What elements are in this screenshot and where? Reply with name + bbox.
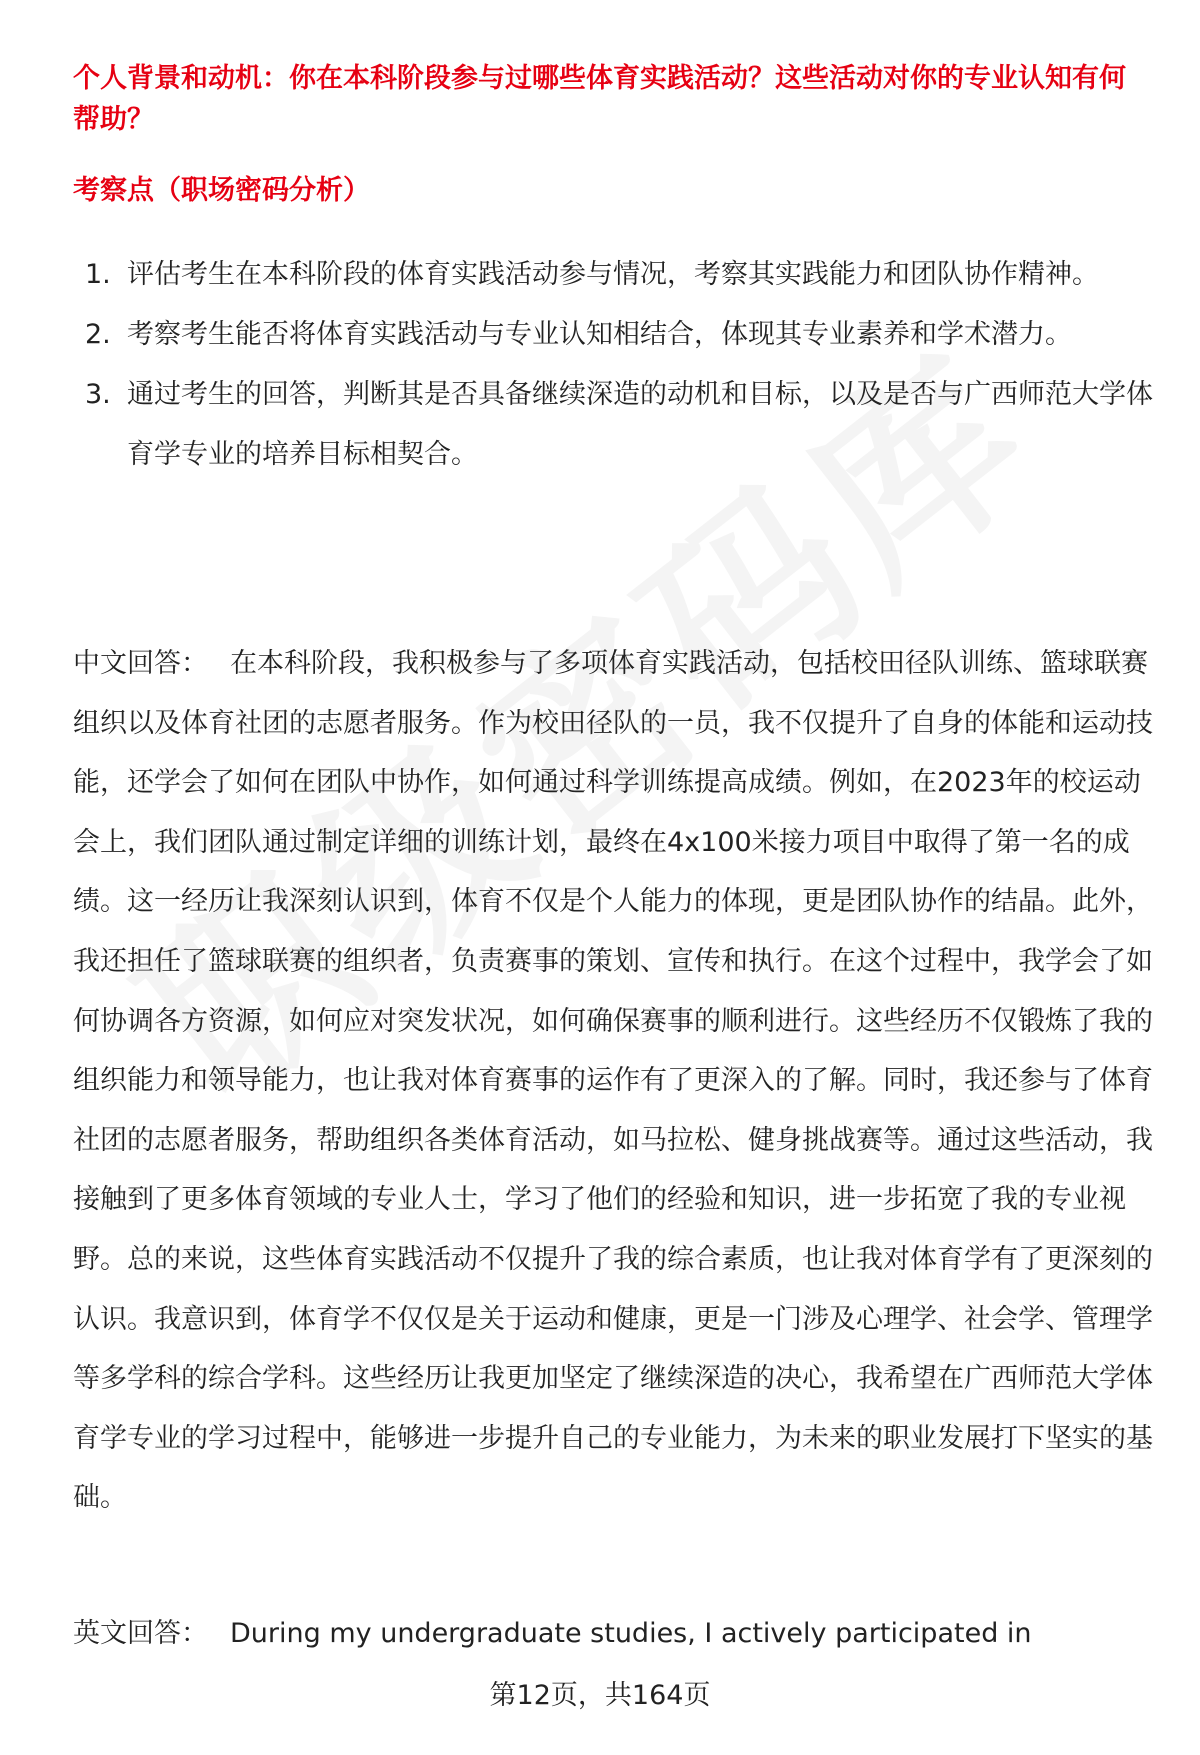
question-title: 个人背景和动机：你在本科阶段参与过哪些体育实践活动？这些活动对你的专业认知有何帮助？ — [73, 63, 1126, 135]
chinese-answer-label: 中文回答： — [73, 648, 208, 679]
list-item — [85, 245, 1155, 305]
page-number: 第12页，共164页 — [489, 1680, 711, 1711]
list-item-number: 2. — [85, 319, 111, 350]
list-item — [85, 365, 1155, 485]
chinese-answer — [73, 634, 1153, 1528]
english-answer-label: 英文回答： — [73, 1618, 208, 1649]
english-answer-text: During my undergraduate studies, I actively participated in — [230, 1618, 1032, 1649]
assessment-heading: 考察点（职场密码分析） — [73, 175, 370, 206]
assessment-points-list — [85, 245, 1155, 485]
list-item-text: 通过考生的回答，判断其是否具备继续深造的动机和目标，以及是否与广西师范大学体育学专业的培养目标相契合。 — [127, 379, 1153, 470]
list-item-text: 评估考生在本科阶段的体育实践活动参与情况，考察其实践能力和团队协作精神。 — [127, 259, 1099, 290]
list-item-number: 1. — [85, 259, 111, 290]
chinese-answer-text: 在本科阶段，我积极参与了多项体育实践活动，包括校田径队训练、篮球联赛组织以及体育社团的志愿者服务。作为校田径队的一员，我不仅提升了自身的体能和运动技能，还学会了如何在团队中协作，如何通过科学训练提高成绩。例如，在2023年的校运动会上，我们团队通过制定详细的训练计划，最终在4x100米接力项目中取得了第一名的成绩。这一经历让我深刻认识到，体育不仅是个人能力的体现，更是团队协作的结晶。此外，我还担任了篮球联赛的组织者，负责赛事的策划、宣传和执行。在这个过程中，我学会了如何协调各方资源，如何应对突发状况，如何确保赛事的顺利进行。这些经历不仅锻炼了我的组织能力和领导能力，也让我对体育赛事的运作有了更深入的了解。同时，我还参与了体育社团的志愿者服务，帮助组织各类体育活动，如马拉松、健身挑战赛等。通过这些活动，我接触到了更多体育领域的专业人士，学习了他们的经验和知识，进一步拓宽了我的专业视野。总的来说，这些体育实践活动不仅提升了我的综合素质，也让我对体育学有了更深刻的认识。我意识到，体育学不仅仅是关于运动和健康，更是一门涉及心理学、社会学、管理学等多学科的综合学科。这些经历让我更加坚定了继续深造的决心，我希望在广西师范大学体育学专业的学习过程中，能够进一步提升自己的专业能力，为未来的职业发展打下坚实的基础。 — [73, 648, 1153, 1514]
list-item-number: 3. — [85, 379, 111, 410]
list-item-text: 考察考生能否将体育实践活动与专业认知相结合，体现其专业素养和学术潜力。 — [127, 319, 1072, 350]
english-answer — [73, 1614, 1153, 1654]
list-item — [85, 305, 1155, 365]
